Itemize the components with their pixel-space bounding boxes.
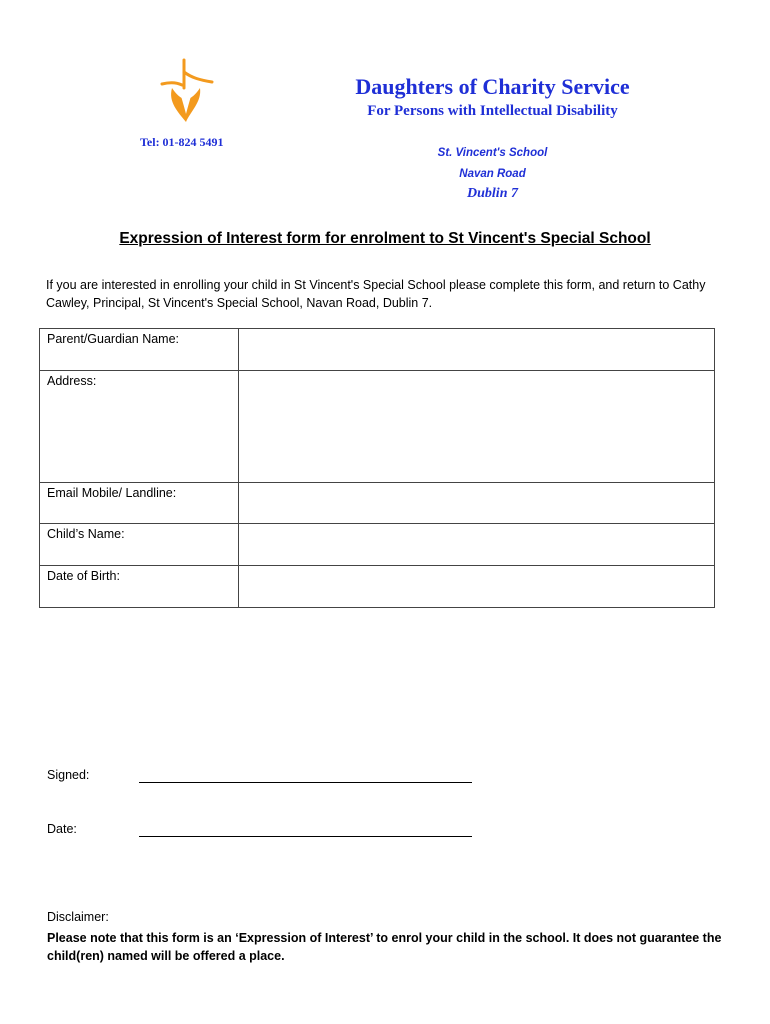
child-name-field[interactable]: [239, 524, 715, 566]
organization-name: Daughters of Charity Service: [355, 74, 630, 99]
disclaimer-text: Please note that this form is an ‘Expression of Interest’ to enrol your child in the school. It does not guarantee the child(ren) named will be offered a place.: [47, 931, 722, 963]
address-line-school: St. Vincent's School: [437, 147, 548, 159]
field-label: Address:: [40, 371, 239, 483]
form-row-child-name: [40, 524, 715, 566]
organization-logo: [160, 58, 216, 124]
form-row-address: [40, 371, 715, 483]
form-instructions: If you are interested in enrolling your child in St Vincent's Special School please complete this form, and return to Cathy Cawley, Principal, St Vincent's Special School, Navan Road, Dublin 7.: [46, 278, 706, 310]
field-label: Email Mobile/ Landline:: [40, 483, 239, 524]
telephone-number: Tel: 01-824 5491: [140, 135, 224, 149]
signed-label: Signed:: [47, 768, 90, 782]
enrolment-form-table: [39, 328, 715, 608]
date-label: Date:: [47, 822, 77, 836]
address-field[interactable]: [239, 371, 715, 483]
contact-field[interactable]: [239, 483, 715, 524]
date-line[interactable]: [139, 836, 472, 837]
form-row-contact: [40, 483, 715, 524]
field-label: Parent/Guardian Name:: [40, 329, 239, 371]
form-row-date-of-birth: [40, 566, 715, 608]
date-of-birth-field[interactable]: [239, 566, 715, 608]
field-label: Date of Birth:: [40, 566, 239, 608]
organization-subtitle: For Persons with Intellectual Disability: [367, 103, 618, 119]
address-line-city: Dublin 7: [467, 186, 518, 201]
parent-name-field[interactable]: [239, 329, 715, 371]
field-label: Child’s Name:: [40, 524, 239, 566]
form-title: Expression of Interest form for enrolment to St Vincent's Special School: [119, 230, 651, 247]
form-row-parent-name: [40, 329, 715, 371]
disclaimer-label: Disclaimer:: [47, 910, 109, 924]
address-line-road: Navan Road: [459, 168, 526, 180]
signature-line[interactable]: [139, 782, 472, 783]
